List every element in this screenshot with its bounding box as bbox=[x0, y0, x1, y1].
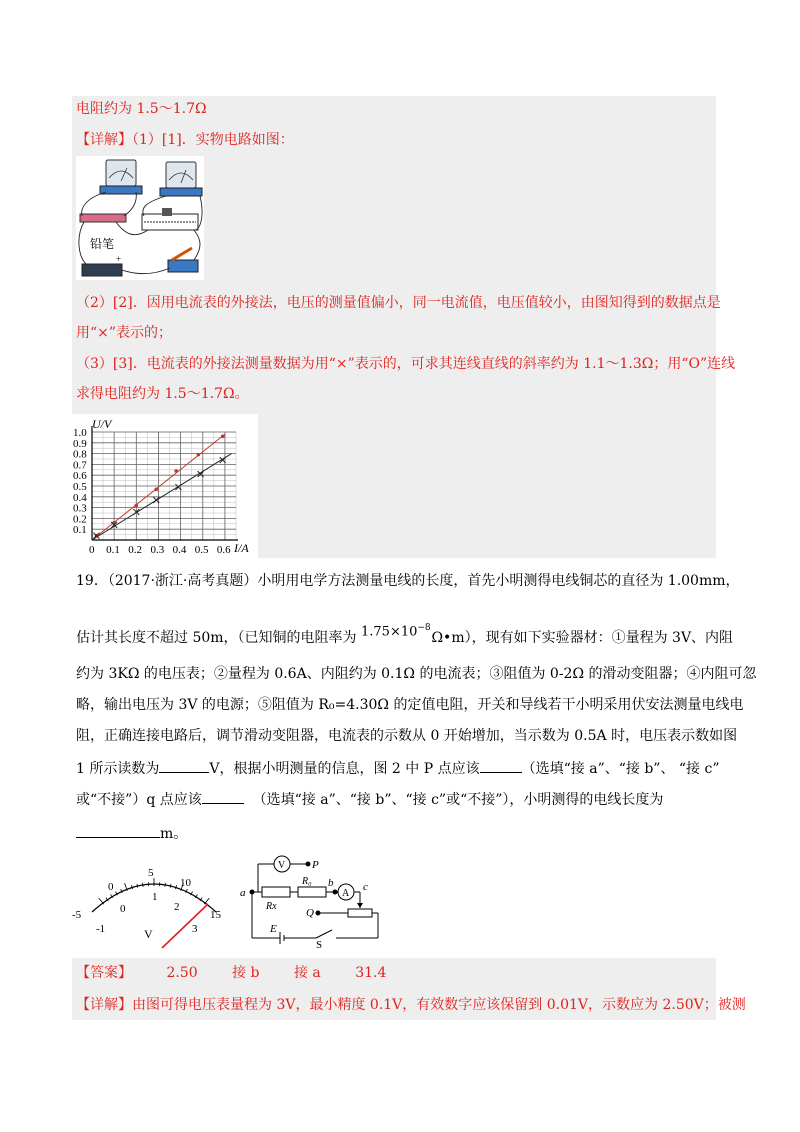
circuit-label-r0: R₀ bbox=[302, 876, 312, 887]
y-tick-label: 0.5 bbox=[73, 481, 87, 493]
y-axis-label: U/V bbox=[92, 417, 112, 431]
switch-symbol bbox=[316, 930, 332, 938]
q19-line-6 bbox=[76, 758, 720, 779]
q19-line-8-unit: m。 bbox=[160, 826, 188, 842]
data-point-dot bbox=[135, 504, 139, 508]
x-tick-label: 0.1 bbox=[106, 544, 120, 556]
battery-photo bbox=[82, 264, 122, 276]
dial-inner-neg1: -1 bbox=[96, 923, 106, 935]
x-tick-label: 0.3 bbox=[150, 544, 165, 556]
pencil-label: 铅笔 bbox=[90, 237, 115, 251]
detail-line-5: 求得电阻约为 1.5～1.7Ω。 bbox=[76, 386, 249, 402]
dial-outer-10: 10 bbox=[180, 877, 191, 889]
dial-outer-0: 0 bbox=[108, 881, 114, 893]
length-blank[interactable] bbox=[76, 823, 160, 838]
detail-line-2: （2）[2]．因用电流表的外接法，电压的测量值偏小，同一电流值，电压值较小，由图知得到的数据点是 bbox=[76, 295, 721, 311]
dial-outer-15: 15 bbox=[210, 909, 221, 921]
dial-tick bbox=[137, 884, 138, 888]
x-tick-label: 0.2 bbox=[128, 544, 143, 556]
dial-tick bbox=[204, 898, 209, 904]
resistivity-mantissa: $1.75\times 10^{-8}$ bbox=[361, 623, 431, 640]
answer-value-2: 接 b bbox=[232, 965, 260, 981]
dial-tick bbox=[99, 898, 104, 904]
ui-chart bbox=[72, 414, 258, 558]
detail-line-1 bbox=[76, 130, 294, 150]
rx-resistor bbox=[262, 887, 290, 897]
x-tick-label: 0 bbox=[89, 544, 95, 556]
data-point-dot bbox=[197, 453, 201, 457]
circuit-diagram-figure bbox=[236, 852, 386, 950]
y-tick-label: 0.9 bbox=[73, 437, 87, 450]
voltmeter-dial-figure bbox=[70, 860, 240, 952]
dial-inner-1: 1 bbox=[152, 891, 158, 903]
answer-detail-text: 由图可得电压表量程为 3V，最小精度 0.1V，有效数字应该保留到 0.01V，示数应为 2.50V；被测 bbox=[132, 997, 746, 1013]
dial-tick bbox=[143, 883, 144, 887]
dial-unit: V bbox=[144, 927, 153, 941]
physical-circuit-figure bbox=[76, 156, 204, 280]
data-point-dot bbox=[221, 435, 225, 439]
dial-outer-5: 5 bbox=[148, 867, 154, 879]
voltage-blank[interactable] bbox=[159, 758, 209, 773]
q19-line-1: 19．（2017·浙江·高考真题）小明用电学方法测量电线的长度，首先小明测得电线铜芯的直径为 1.00mm， bbox=[76, 573, 740, 589]
y-tick-label: 0.6 bbox=[73, 470, 87, 483]
q19-line-4: 略，输出电压为 3V 的电源；⑤阻值为 R₀=4.30Ω 的定值电阻，开关和导线若干小明采用伏安法测量电线电 bbox=[76, 697, 744, 713]
q19-line-8 bbox=[76, 823, 187, 844]
circuit-label-a: a bbox=[240, 887, 246, 899]
svg-text:+: + bbox=[116, 254, 122, 264]
y-tick-label: 0.7 bbox=[73, 459, 87, 472]
q19-line-5: 阻，正确连接电路后，调节滑动变阻器，电流表的示数从 0 开始增加，当示数为 0.5A 时，电压表示数如图 bbox=[76, 728, 738, 744]
circuit-label-v: V bbox=[278, 860, 286, 871]
dial-tick bbox=[175, 885, 176, 889]
dial-inner-2: 2 bbox=[174, 901, 180, 913]
answer-detail-line bbox=[76, 995, 746, 1015]
pencil-photo bbox=[80, 214, 126, 222]
dial-inner-0: 0 bbox=[120, 903, 126, 915]
r0-resistor bbox=[298, 887, 326, 897]
dial-tick bbox=[170, 884, 171, 888]
detail-tag: 【详解】 bbox=[76, 132, 132, 148]
dial-needle bbox=[162, 904, 208, 948]
circuit-label-rx: Rx bbox=[266, 901, 277, 912]
detail-line-4: （3）[3]．电流表的外接法测量数据为用“×”表示的，可求其连线直线的斜率约为 1.1～1.3Ω；用“O”连线 bbox=[76, 356, 736, 372]
circuit-label-e: E bbox=[270, 923, 277, 935]
y-tick-label: 1.0 bbox=[73, 427, 87, 439]
data-point-dot bbox=[174, 469, 178, 473]
q19-line-6b: V，根据小明测量的信息，图 2 中 P 点应该 bbox=[209, 761, 480, 777]
q19-line-2 bbox=[76, 623, 734, 648]
q19-line-2b: Ω•m），现有如下实验器材：①量程为 3V、内阻 bbox=[431, 630, 734, 646]
resistivity-exponent: −8 bbox=[417, 623, 431, 633]
answer-value-3: 接 a bbox=[293, 965, 321, 981]
voltmeter-photo bbox=[100, 160, 142, 194]
q19-line-7b: （选填“接 a”、“接 b”、“接 c”或“不接”），小明测得的电线长度为 bbox=[252, 792, 664, 808]
answer-tag: 【答案】 bbox=[76, 965, 132, 981]
ammeter-photo bbox=[160, 162, 202, 196]
y-tick-label: 0.3 bbox=[73, 502, 87, 515]
rheostat-symbol bbox=[348, 909, 372, 917]
q19-line-3: 约为 3KΩ 的电压表；②量程为 0.6A、内阻约为 0.1Ω 的电流表；③阻值为 0-2Ω 的滑动变阻器；④内阻可忽 bbox=[76, 666, 757, 682]
y-tick-label: 0.1 bbox=[73, 524, 87, 537]
circuit-label-ammeter: A bbox=[342, 888, 350, 899]
resistance-line: 电阻约为 1.5～1.7Ω bbox=[76, 101, 207, 117]
circuit-label-b: b bbox=[328, 877, 334, 889]
x-axis-label: I/A bbox=[234, 541, 249, 555]
answer-value-4: 31.4 bbox=[355, 965, 387, 981]
circuit-label-q: Q bbox=[306, 907, 314, 919]
y-tick-label: 0.8 bbox=[73, 448, 87, 461]
y-tick-label: 0.2 bbox=[73, 513, 87, 526]
dial-tick bbox=[165, 883, 166, 887]
circuit-label-c: c bbox=[363, 881, 368, 893]
dial-tick bbox=[131, 885, 132, 889]
answer-detail-tag: 【详解】 bbox=[76, 997, 132, 1013]
q-point-blank[interactable] bbox=[202, 789, 244, 804]
data-point-dot bbox=[154, 487, 158, 491]
q19-line-6a: 1 所示读数为 bbox=[76, 761, 160, 777]
detail-line-3: 用“×”表示的； bbox=[76, 325, 173, 341]
answer-line bbox=[76, 963, 386, 983]
x-tick-label: 0.6 bbox=[216, 544, 231, 556]
switch-photo bbox=[168, 260, 198, 272]
answer-value-1: 2.50 bbox=[166, 965, 198, 981]
detail-text-1: （1）[1]．实物电路如图： bbox=[132, 132, 294, 148]
y-tick-label: 0.4 bbox=[73, 491, 87, 504]
q19-line-6c: （选填“接 a”、“接 b”、 “接 c” bbox=[521, 761, 720, 777]
circuit-label-p: P bbox=[312, 859, 319, 871]
q19-line-7a: 或“不接”）q 点应该 bbox=[76, 792, 202, 808]
q19-line-2a: 估计其长度不超过 50m，（已知铜的电阻率为 bbox=[76, 630, 357, 646]
p-point-blank[interactable] bbox=[480, 758, 522, 773]
dial-inner-3: 3 bbox=[192, 923, 198, 935]
dial-outer-neg5: -5 bbox=[72, 909, 82, 921]
x-tick-label: 0.5 bbox=[194, 544, 209, 556]
q19-line-7 bbox=[76, 789, 663, 810]
circuit-label-s: S bbox=[316, 939, 323, 950]
x-tick-label: 0.4 bbox=[172, 544, 187, 556]
